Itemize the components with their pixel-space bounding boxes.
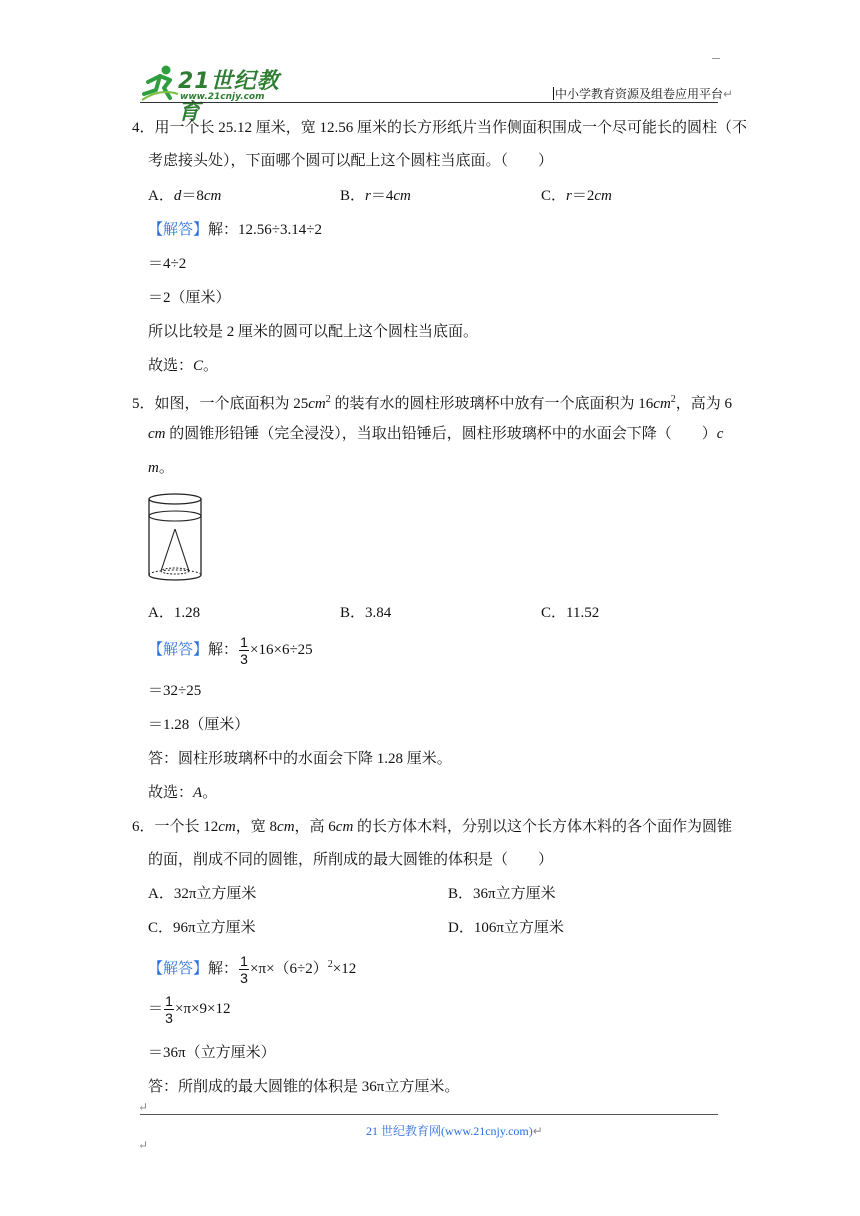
q6-answer-line4: 答：所削成的最大圆锥的体积是 36π立方厘米。 [148,1079,460,1095]
q4-option-a: A．d＝8cm [148,188,222,204]
q4-stem-line2: 考虑接头处），下面哪个圆可以配上这个圆柱当底面。（ ） [148,153,554,169]
runner-logo-icon [140,64,180,102]
q4-answer-line1: 【解答】解：12.56÷3.14÷2 [148,222,322,238]
q4-answer-choice: 故选：C。 [148,358,219,374]
q4-option-c: C．r＝2cm [541,188,612,204]
q5-option-a: A．1.28 [148,605,201,621]
q5-stem-line2: cm 的圆锥形铅锤（完全浸没），当取出铅锤后，圆柱形玻璃杯中的水面会下降（ ）c [148,426,724,442]
q5-answer-choice: 故选：A。 [148,785,218,801]
q4-answer-line2: ＝4÷2 [148,256,187,272]
q5-answer-line1: 【解答】解： $\frac{1}{3}$ ×16×6÷25 [148,634,313,668]
return-mark: ↵ [138,1138,149,1152]
answer-tag: 【解答】 [148,642,209,658]
q6-option-c: C．96π立方厘米 [148,920,256,936]
platform-name: 中小学教育资源及组卷应用平台 [555,87,724,101]
footer-text: 21 世纪教育网(www.21cnjy.com)↵ [366,1124,543,1138]
logo-text: 21世纪教育 [178,69,280,125]
q6-option-b: B．36π立方厘米 [448,886,556,902]
q6-answer-line2: ＝ $\frac{1}{3}$ ×π×9×12 [148,993,231,1027]
q5-option-c: C．11.52 [541,605,600,621]
q5-answer-line2: ＝32÷25 [148,683,202,699]
q6-option-a: A．32π立方厘米 [148,886,257,902]
q4-stem-line1: 4．用一个长 25.12 厘米，宽 12.56 厘米的长方形纸片当作侧面积围成一个尽可能长的圆柱（不 [132,120,748,136]
q6-stem-line1: 6．一个长 12cm，宽 8cm，高 6cm 的长方体木料，分别以这个长方体木料的各个面作为圆锥 [132,819,733,835]
footer-rule [140,1114,718,1115]
q5-stem-line1: 5．如图，一个底面积为 $25cm^2$ 的装有水的圆柱形玻璃杯中放有一个底面积为 $16cm^2$，高为 6 [132,394,733,412]
q4-option-b: B．r＝4cm [340,188,411,204]
q6-option-d: D．106π立方厘米 [448,920,564,936]
q5-answer-line4: 答：圆柱形玻璃杯中的水面会下降 1.28 厘米。 [148,751,452,767]
header-platform [553,85,733,102]
q4-answer-line3: ＝2（厘米） [148,290,231,306]
header-logo [140,62,290,125]
q5-stem-line3: m。 [148,460,174,476]
q6-answer-line3: ＝36π（立方厘米） [148,1045,276,1061]
cursor-bar [553,87,554,100]
q5-answer-line3: ＝1.28（厘米） [148,717,250,733]
return-mark: ↵ [138,1100,149,1114]
q6-stem-line2: 的面，削成不同的圆锥，所削成的最大圆锥的体积是（ ） [148,852,554,868]
q5-option-b: B．3.84 [340,605,392,621]
q6-answer-line1: 【解答】解： $\frac{1}{3}$ $\times\pi\times(6\div 2)^2\times 12$ [148,953,357,987]
page-corner-top-right [712,58,720,59]
q4-answer-line4: 所以比较是 2 厘米的圆可以配上这个圆柱当底面。 [148,324,479,340]
logo-url: www.21cnjy.com [180,92,265,102]
fraction: $\frac{1}{3}$ [240,953,248,987]
fraction: $\frac{1}{3}$ [240,634,248,668]
cylinder-cone-figure [146,492,204,584]
answer-tag: 【解答】 [148,961,209,977]
fraction: $\frac{1}{3}$ [165,993,173,1027]
answer-tag: 【解答】 [148,222,209,238]
header-rule [140,102,718,103]
return-mark: ↵ [723,87,734,101]
